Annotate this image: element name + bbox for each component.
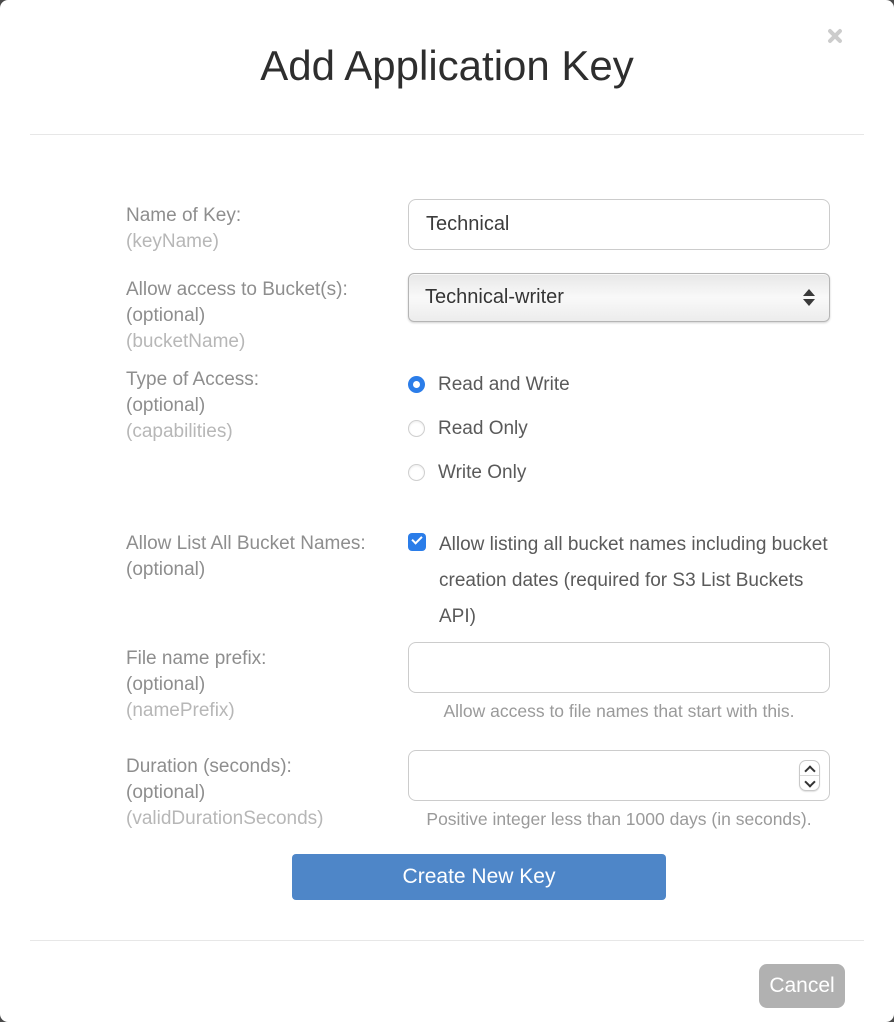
bucket-code: (bucketName) bbox=[126, 331, 246, 352]
radio-read-only[interactable] bbox=[408, 415, 830, 442]
duration-seconds-input[interactable] bbox=[408, 750, 830, 801]
prefix-help-text: Allow access to file names that start with this. bbox=[443, 701, 795, 721]
duration-help-text: Positive integer less than 1000 days (in seconds). bbox=[426, 809, 812, 829]
row-type-of-access bbox=[126, 363, 894, 503]
arrow-down-icon bbox=[803, 299, 815, 306]
number-stepper[interactable] bbox=[799, 760, 820, 791]
checkmark-icon bbox=[411, 533, 422, 544]
duration-code: (validDurationSeconds) bbox=[126, 808, 324, 829]
duration-optional: (optional) bbox=[126, 782, 206, 803]
prefix-code: (namePrefix) bbox=[126, 700, 235, 721]
radio-unselected-icon[interactable] bbox=[408, 464, 425, 481]
list-buckets-label: Allow List All Bucket Names: bbox=[126, 533, 366, 554]
name-of-key-labels bbox=[126, 199, 408, 255]
list-buckets-checkbox-label: Allow listing all bucket names including bucket creation dates (required for S3 List Buckets API) bbox=[439, 534, 828, 627]
radio-read-and-write-label: Read and Write bbox=[438, 373, 570, 395]
access-code: (capabilities) bbox=[126, 421, 233, 442]
radio-read-and-write[interactable] bbox=[408, 371, 830, 398]
name-of-key-code: (keyName) bbox=[126, 231, 219, 252]
bucket-label: Allow access to Bucket(s): bbox=[126, 279, 348, 300]
row-duration bbox=[126, 750, 894, 832]
name-of-key-label: Name of Key: bbox=[126, 205, 242, 226]
select-updown-arrows-icon bbox=[803, 289, 815, 306]
key-name-input[interactable] bbox=[408, 199, 830, 250]
row-file-name-prefix bbox=[126, 642, 894, 724]
cancel-button[interactable]: Cancel bbox=[759, 964, 845, 1008]
radio-selected-icon[interactable] bbox=[408, 376, 425, 393]
row-bucket bbox=[126, 273, 894, 355]
radio-read-only-label: Read Only bbox=[438, 417, 528, 439]
bucket-select-value: Technical-writer bbox=[425, 286, 564, 308]
close-icon[interactable] bbox=[826, 27, 844, 45]
create-new-key-button[interactable]: Create New Key bbox=[292, 854, 666, 900]
list-buckets-labels bbox=[126, 527, 408, 583]
radio-unselected-icon[interactable] bbox=[408, 420, 425, 437]
access-radio-group bbox=[408, 363, 830, 486]
stepper-up-icon[interactable] bbox=[800, 761, 819, 776]
prefix-labels bbox=[126, 642, 408, 724]
prefix-optional: (optional) bbox=[126, 674, 206, 695]
duration-labels bbox=[126, 750, 408, 832]
checkbox-checked-icon[interactable] bbox=[408, 533, 426, 551]
bucket-labels bbox=[126, 273, 408, 355]
access-labels bbox=[126, 363, 408, 445]
stepper-down-icon[interactable] bbox=[800, 776, 819, 790]
prefix-label: File name prefix: bbox=[126, 648, 267, 669]
modal-footer bbox=[0, 941, 894, 1008]
list-buckets-optional: (optional) bbox=[126, 559, 206, 580]
radio-write-only[interactable] bbox=[408, 459, 830, 486]
arrow-up-icon bbox=[803, 289, 815, 296]
bucket-optional: (optional) bbox=[126, 305, 206, 326]
duration-label: Duration (seconds): bbox=[126, 756, 292, 777]
file-name-prefix-input[interactable] bbox=[408, 642, 830, 693]
page-title: Add Application Key bbox=[260, 42, 634, 89]
bucket-select[interactable] bbox=[408, 273, 830, 322]
row-list-all-buckets bbox=[126, 527, 894, 635]
access-optional: (optional) bbox=[126, 395, 206, 416]
access-label: Type of Access: bbox=[126, 369, 260, 390]
list-buckets-checkbox-row bbox=[408, 527, 830, 635]
radio-write-only-label: Write Only bbox=[438, 461, 527, 483]
row-name-of-key bbox=[126, 199, 894, 255]
application-key-form bbox=[0, 135, 894, 900]
